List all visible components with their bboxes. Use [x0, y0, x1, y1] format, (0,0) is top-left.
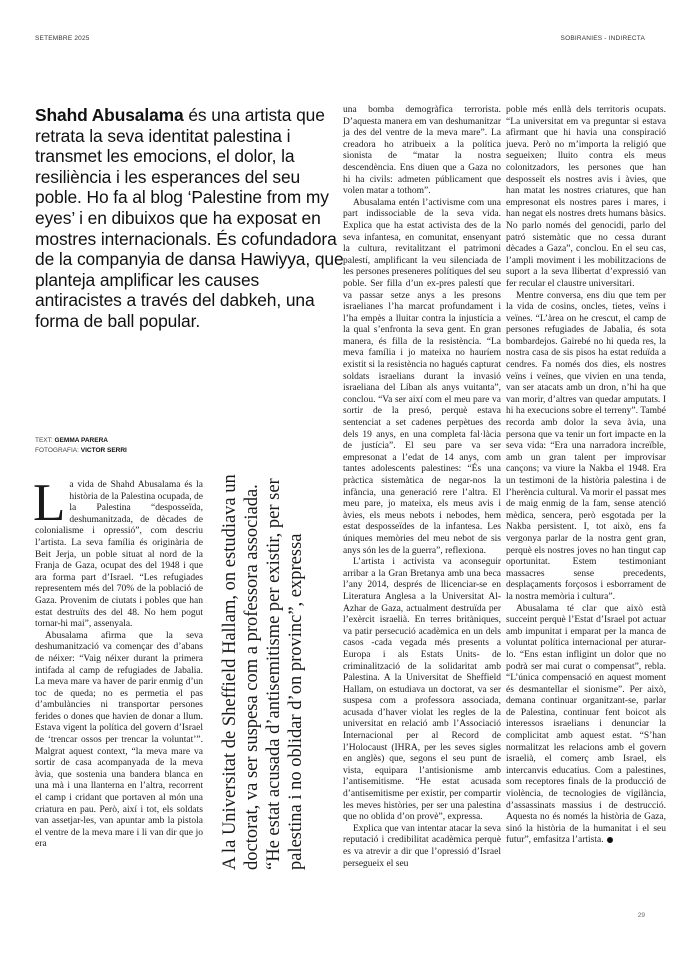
photo-credit [35, 446, 127, 456]
running-head-date: SETEMBRE 2025 [35, 35, 90, 42]
text-credit [35, 436, 127, 446]
credits [35, 436, 127, 456]
body-column-2 [343, 105, 501, 870]
photo-credit-label: FOTOGRAFIA: [35, 447, 81, 454]
paragraph: Explica que van intentar atacar la seva reputació i credibilitat acadèmica perquè es va atrevir a dir que l’opressió d’Israel persegueix el seu [343, 823, 501, 869]
paragraph: Mentre conversa, ens diu que tem per la vida de cosins, oncles, tietes, veïns i veïnes. “L’àrea on he crescut, el camp de persones refugiades de Jabalia, és sota bombardejos. Gairebé no hi queda res, la nostra casa de sis pisos ha estat reduïda a cendres. Fa només dos dies, els nostres veïns i veïnes, que vivien en una tenda, van ser atacats amb un dron, n’hi ha que van morir, d’altres van quedar amputats. I hi ha execucions sobre el terreny”. També recorda amb dolor la seva àvia, una persona que va tenir un fort impacte en la seva vida: “Era una narradora increïble, amb un gran talent per improvisar cançons; va viure la Nakba el 1948. Era un testimoni de la història palestina i de l’herència cultural. Va morir el passat mes de maig enmig de la fam, sense atenció mèdica, sencera, però esgotada per la Nakba persistent. I, tot això, ens fa vergonya parlar de la nostra gent gran, perquè els nostres joves no han tingut cap oportunitat. Estem testimoniant massacres sense precedents, desplaçaments forçosos i esborrament de la nostra memòria i cultura”. [506, 290, 666, 602]
paragraph: poble més enllà dels territoris ocupats. “La universitat em va preguntar si estava afirmant que hi havia una conspiració jueva. Però no m’importa la religió que segueixen; lluito contra els meus colonitzadors, les persones que han desposseït els nostres avis i àvies, que han matat les nostres criatures, que han empresonat els nostres pares i mares, i han negat els nostres drets humans bàsics. No parlo només del genocidi, parlo del patró sistemàtic que no cessa durant dècades a Gaza”, conclou. En el seu cas, l’ampli moviment i les mobilitzacions de suport a la seva llibertat d’expressió van fer recular el claustre universitari. [506, 105, 666, 289]
intro-text: és una artista que retrata la seva identitat palestina i transmet les emocions, el dolor, la resiliència i les esperances del seu poble. Ho fa al blog ‘Palestine from my eyes’ i en dibuixos que ha exposat en mostres internacionals. És cofundadora de la companyia de dansa Hawiyya, que planteja amplificar les causes antiracistes a través del dabkeh, una forma de ball popular. [35, 105, 344, 331]
paragraph: Abusalama entén l’activisme com una part indissociable de la seva vida. Explica que ha estat activista des de la seva infantesa, en comunitat, ensenyant la cultura, revitalitzant el patrimoni palestí, amplificant la veu silenciada de les persones preseneres polítiques del seu poble. Ser filla d’un ex-pres palestí que va passar setze anys a les presons israelianes l’ha marcat profundament i l’ha empès a lluitar contra la injustícia a la qual s’enfronta la seva gent. En gran manera, és filla de la resistència. “La meva família i jo mateixa no hauríem existit si la resistència no hagués capturat soldats israelians durant la invasió israeliana del Líban als anys vuitanta”, conclou. “Va ser així com el meu pare va sortir de la presó, perquè estava sentenciat a set cadenes perpètues des dels 19 anys, en una completa fal·làcia de justícia”. El seu pare va ser empresonat a l’edat de 14 anys, com tantes adolescents palestines: “És una pràctica sistemàtica de negar-nos la infància, una generació rere l’altra. El meu pare, jo mateixa, els meus avis i àvies, els meus nebots i nebodes, hem estat desposseïdes de la infantesa. Les úniques memòries del meu nebot de sis anys són les de la guerra”, reflexiona. [343, 197, 501, 556]
intro-standfirst [35, 105, 345, 332]
running-head-section: SOBIRANIES - INDIRECTA [560, 35, 645, 42]
paragraph: Abusalama té clar que això està succeint perquè l’Estat d’Israel pot actuar amb impunitat i emparat per la manca de voluntat política internacional per aturar-lo. “Ens estan infligint un dolor que no podrà ser mai curat o compensat”, rebla. “L’única compensació en aquest moment és desmantellar el sionisme”. Per això, demana continuar organitzant-se, parlar de Palestina, continuar fent boicot als interessos israelians i denunciar la complicitat amb aquest estat. “S’han normalitzat les relacions amb el govern israelià, el comerç amb Israel, els intercanvis educatius. Com a palestines, som receptores finals de la producció de violència, de tecnologies de vigilància, d’assassinats massius i de destrucció. Aquesta no és només la història de Gaza, sinó la història de la humanitat i el seu futur”, emfasitza l’artista. [506, 603, 666, 846]
paragraph: Abusalama afirma que la seva deshumanització va començar des d’abans de néixer: “Vaig néixer durant la primera intifada al camp de refugiades de Jabalia. La meva mare va haver de parir enmig d’un toc de queda; no es permetia el pas d’ambulàncies ni transportar persones ferides o dones que havien de donar a llum. Estava vigent la política del govern d’Israel de ‘trencar ossos per trencar la voluntat’”. Malgrat aquest context, “la meva mare va sortir de casa acompanyada de la meva àvia, que sostenia una bandera blanca en una mà i una llanterna en l’altra, recorrent el camp i cridant que portaven al món una criatura en pau. Però, així i tot, els soldats van assetjar-les, van apuntar amb la pistola el ventre de la meva mare i li van dir que jo era [35, 630, 203, 850]
text-credit-author: GEMMA PARERA [54, 437, 108, 444]
body-column-3 [506, 105, 666, 847]
paragraph: L’artista i activista va aconseguir arribar a la Gran Bretanya amb una beca l’any 2014, després de llicenciar-se en Literatura Anglesa a la Universitat Al-Azhar de Gaza, actualment destruïda per l’exèrcit israelià. En terres britàniques, va patir persecució acadèmica en un dels casos -cada vegada més presents a Europa i als Estats Units- de criminalització de la solidaritat amb Palestina. A la Universitat de Sheffield Hallam, on estudiava un doctorat, va ser suspesa com a professora associada, acusada d’haver violat les regles de la universitat en relació amb l’Associació Internacional per al Record de l’Holocaust (IHRA, per les seves sigles en anglès) que, segons el seu punt de vista, equipara l’antisionisme amb l’antisemitisme. “He estat acusada d’antisemitisme per existir, per compartir les meves històries, per ser una palestina que no oblida d’on provè”, expressa. [343, 557, 501, 823]
photo-credit-author: VICTOR SERRI [80, 447, 127, 454]
paragraph: La vida de Shahd Abusalama és la història de la Palestina ocupada, de la Palestina “desposseïda, deshumanitzada, de dècades de colonialisme i opressió”, com descriu l’artista. La seva família és originària de Beit Jerja, un poble situat al nord de la Franja de Gaza, ocupat des del 1948 i que ara forma part d’Israel. “Les refugiades representem més del 70% de la població de Gaza. Provenim de ciutats i pobles que han estat destruïts des del 48. No hem pogut tornar-hi mai”, assenyala. [33, 474, 203, 630]
page-number: 29 [637, 912, 645, 919]
pull-quote [213, 470, 335, 870]
body-column-1 [33, 474, 203, 851]
pull-quote-text: A la Universitat de Sheffield Hallam, on estudiava un doctorat, va ser suspesa com a professora associada. “He estat acusada d’antisemitisme per existir, per ser palestina i no oblidar d’on provinc”, expressa [220, 474, 306, 870]
intro-subject-name: Shahd Abusalama [35, 105, 184, 125]
end-of-article-icon [607, 837, 613, 843]
paragraph: una bomba demogràfica terrorista. D’aquesta manera em van deshumanitzar ja des del ventre de la meva mare”. La creadora ho atribueix a la política sionista de “matar la nostra descendència. Ens diuen que a Gaza no hi ha civils: admeten públicament que volen matar a tothom”. [343, 105, 501, 197]
text-credit-label: TEXT: [35, 437, 55, 444]
drop-cap: L [33, 474, 66, 532]
